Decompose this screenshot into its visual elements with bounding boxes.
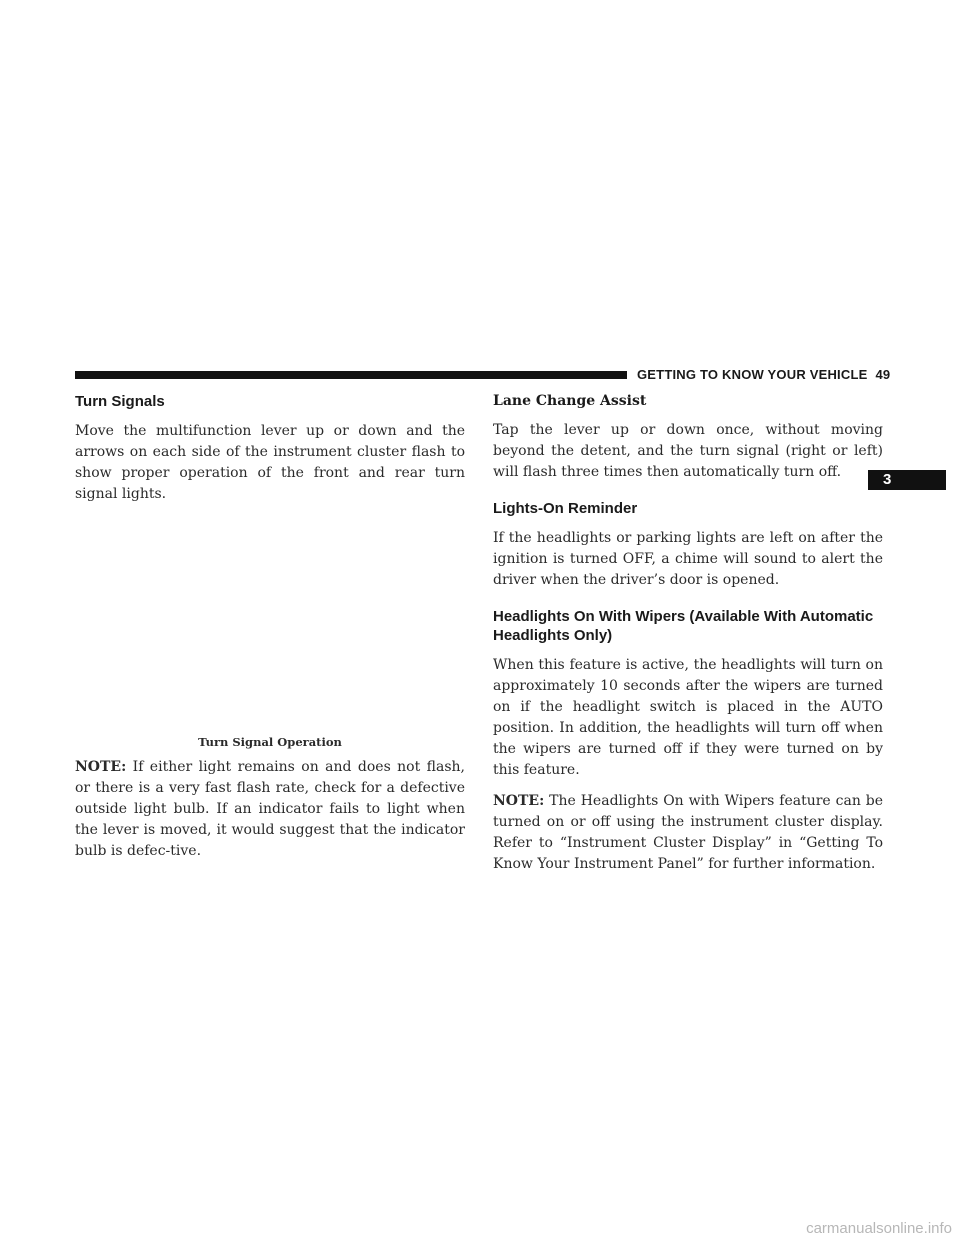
lights-on-paragraph: If the headlights or parking lights are left on after the ignition is turned OFF, a chime will sound to alert the driver when the driver’s door is opened. (493, 530, 883, 588)
lane-change-heading: Lane Change Assist (493, 393, 647, 409)
right-column (493, 392, 883, 885)
wipers-heading: Headlights On With Wipers (Available With Automatic Headlights Only) (493, 608, 874, 644)
wipers-note (493, 791, 883, 875)
turn-signals-paragraph: Move the multifunction lever up or down and the arrows on each side of the instrument cluster flash to show proper operation of the front and rear turn signal lights. (75, 423, 465, 502)
turn-signals-heading: Turn Signals (75, 393, 165, 410)
lane-change-paragraph: Tap the lever up or down once, without moving beyond the detent, and the turn signal (right or left) will flash three times then automatically turn off. (493, 422, 883, 480)
figure-caption: Turn Signal Operation (198, 735, 342, 749)
chapter-tab: 3 (868, 470, 946, 490)
wipers-paragraph: When this feature is active, the headlights will turn on approximately 10 seconds after the wipers are turned on if the headlight switch is placed in the AUTO position. In addition, the headlights will turn off when the wipers are turned off if they were turned on by this feature. (493, 657, 883, 778)
left-column (75, 392, 465, 872)
watermark: carmanualsonline.info (806, 1220, 952, 1237)
note-text: If either light remains on and does not flash, or there is a very fast flash rate, check for a defective outside light bulb. If an indicator fails to light when the lever is moved, it would suggest that the indicator bulb is defec-tive. (75, 759, 465, 859)
lights-on-heading: Lights-On Reminder (493, 500, 638, 517)
header-rule (75, 371, 627, 379)
note-text: The Headlights On with Wipers feature can be turned on or off using the instrument cluster display. Refer to “Instrument Cluster Display” in “Getting To Know Your Instrument Panel” for further information. (493, 793, 883, 872)
page-number: 49 (875, 367, 891, 382)
header-section-title: GETTING TO KNOW YOUR VEHICLE (637, 367, 868, 382)
note-label: NOTE: (75, 759, 127, 775)
turn-signal-note (75, 757, 465, 862)
turn-signal-figure (75, 515, 465, 735)
running-header (637, 367, 890, 382)
note-label: NOTE: (493, 793, 545, 809)
